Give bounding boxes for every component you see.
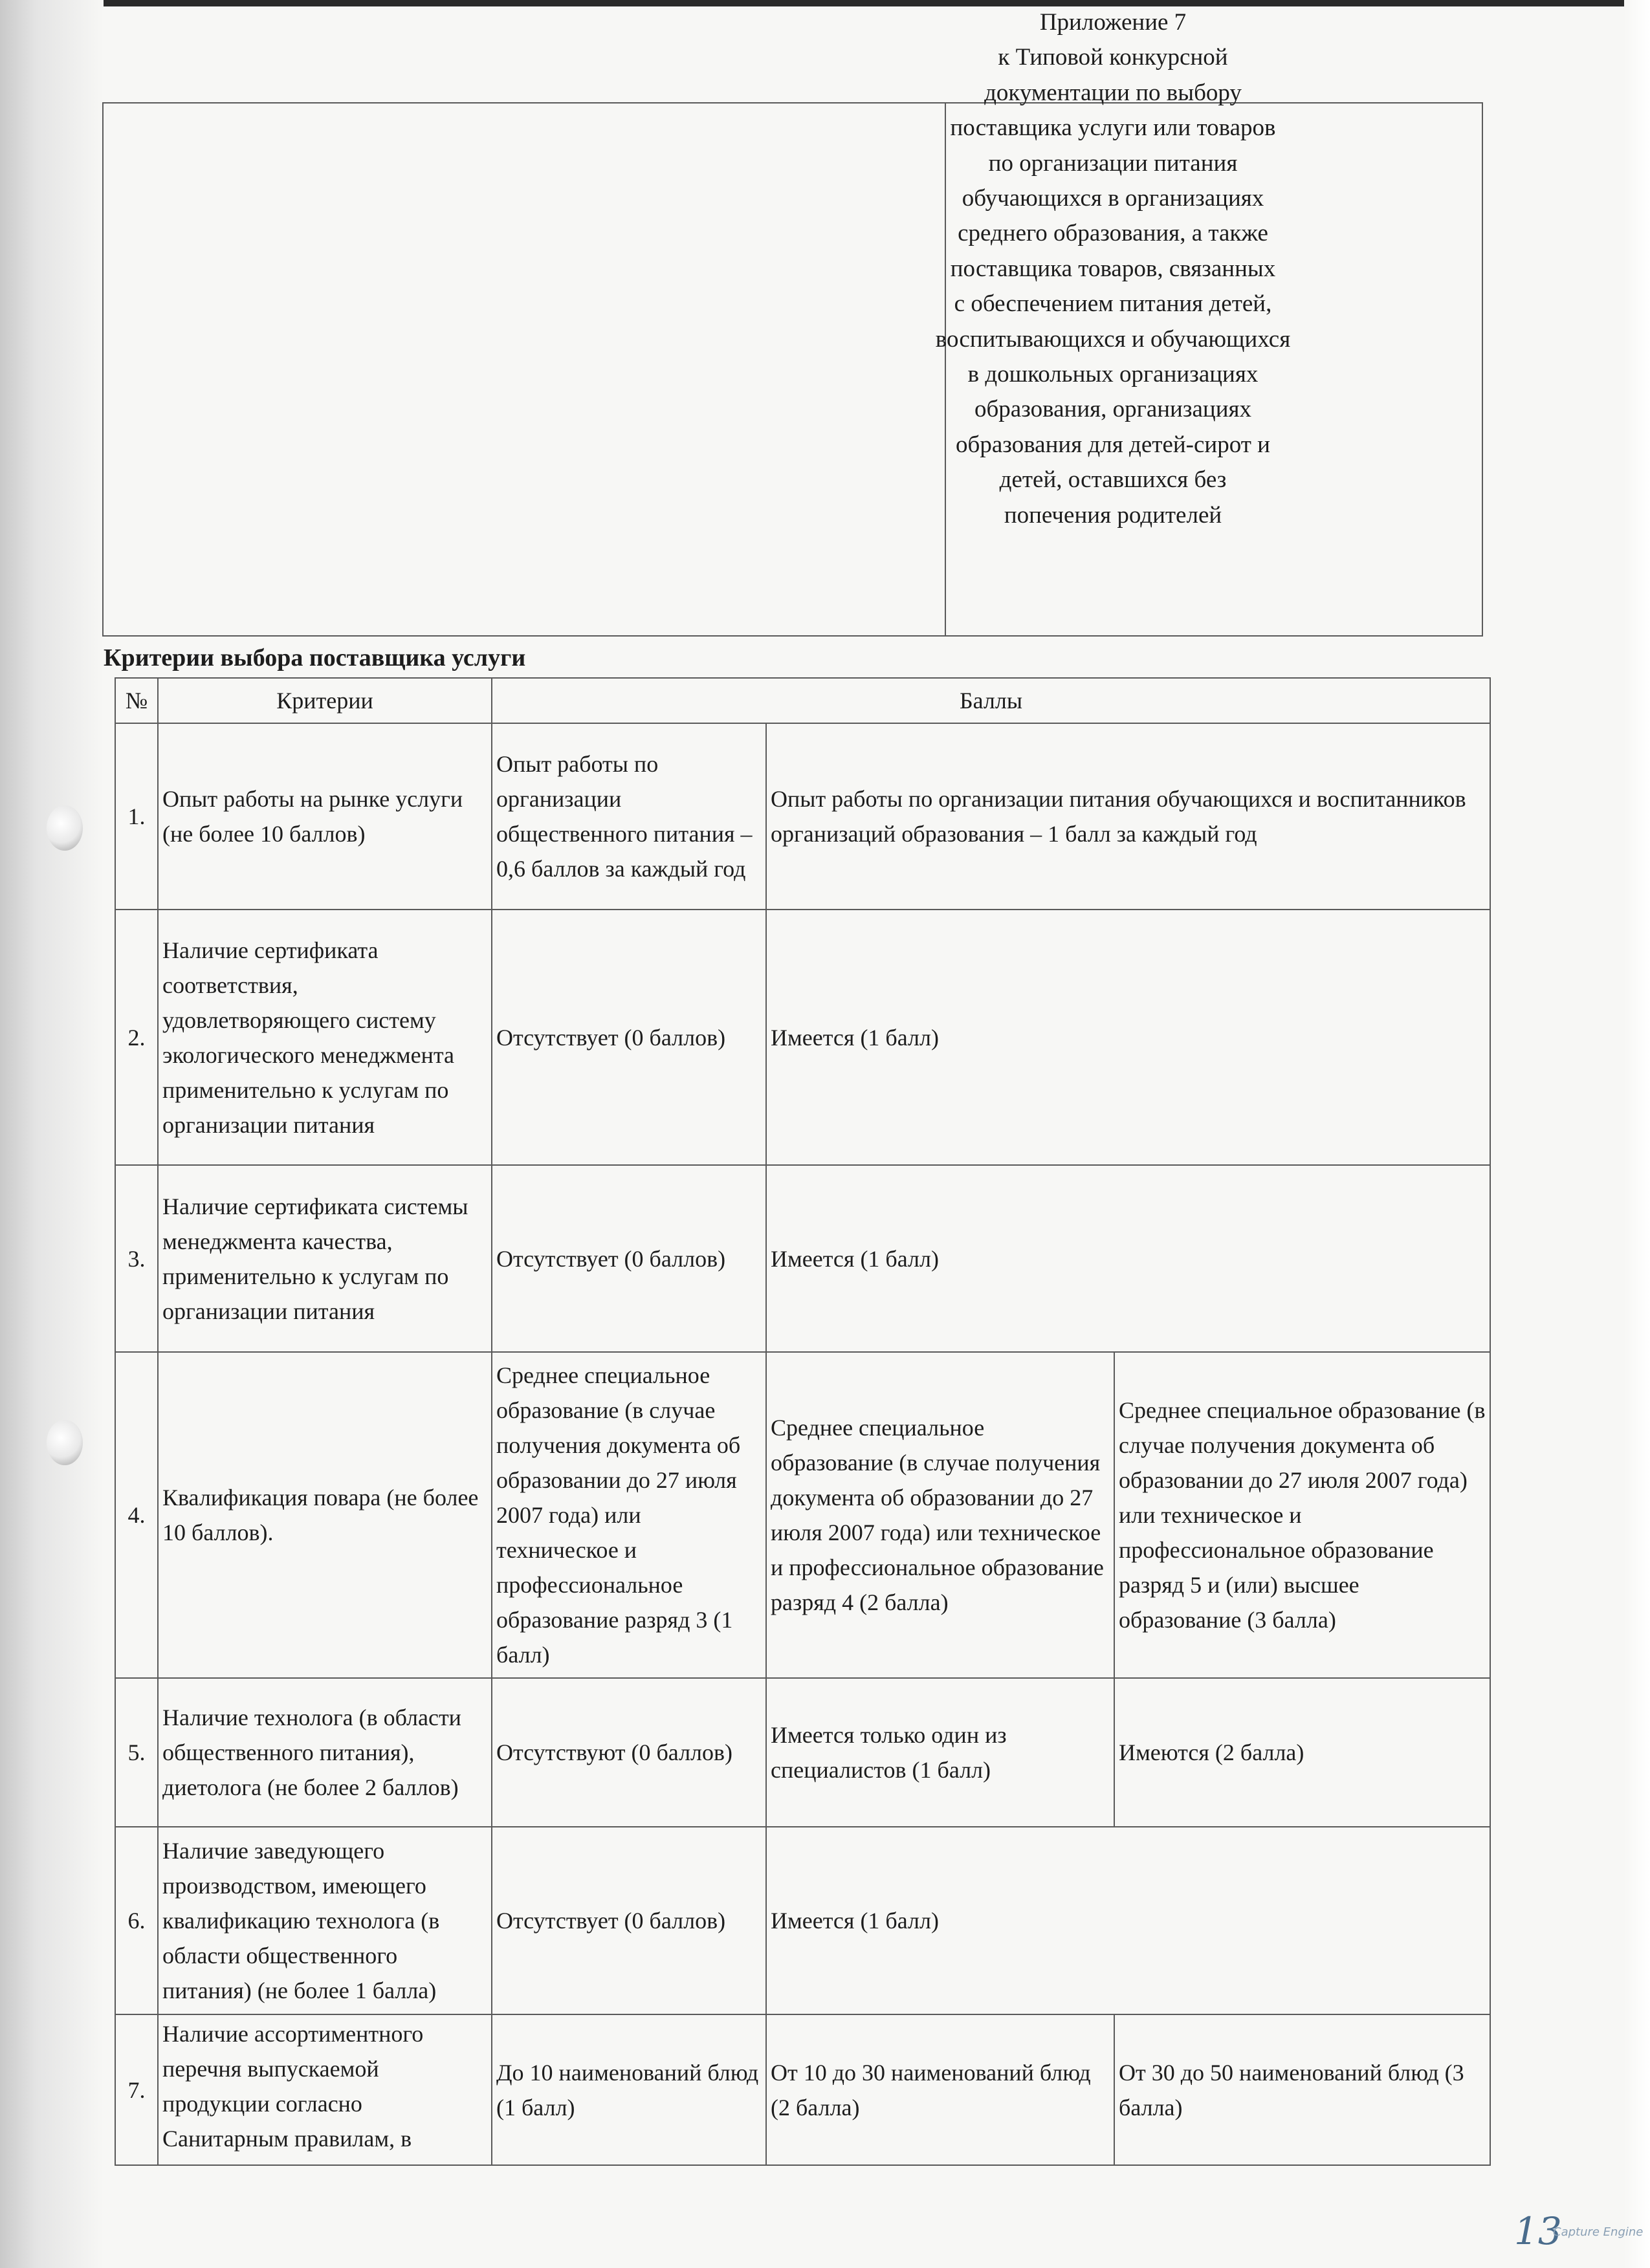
row-number: 4. <box>115 1352 158 1678</box>
points-cell: Опыт работы по организации питания обучающихся и воспитанников организаций образования – 1 балл за каждый год <box>766 723 1490 910</box>
points-cell: До 10 наименований блюд (1 балл) <box>492 2014 766 2165</box>
document-title: Критерии выбора поставщика услуги <box>104 644 526 671</box>
table-row <box>115 1827 1490 2014</box>
scan-right-edge <box>1624 0 1650 2268</box>
criterion-cell: Квалификация повара (не более 10 баллов). <box>158 1352 492 1678</box>
points-cell: Имеется (1 балл) <box>766 910 1490 1165</box>
points-cell: Опыт работы по организации общественного питания – 0,6 баллов за каждый год <box>492 723 766 910</box>
row-number: 3. <box>115 1165 158 1352</box>
points-cell: От 10 до 30 наименований блюд (2 балла) <box>766 2014 1114 2165</box>
points-cell: От 30 до 50 наименований блюд (3 балла) <box>1114 2014 1490 2165</box>
table-row <box>115 1678 1490 1827</box>
table-row <box>115 1165 1490 1352</box>
row-number: 7. <box>115 2014 158 2165</box>
points-cell: Имеется (1 балл) <box>766 1827 1490 2014</box>
table-header-row <box>115 678 1490 723</box>
row-number: 6. <box>115 1827 158 2014</box>
table-row <box>115 723 1490 910</box>
points-cell: Имеется только один из специалистов (1 балл) <box>766 1678 1114 1827</box>
criterion-cell: Наличие ассортиментного перечня выпускаемой продукции согласно Санитарным правилам, в <box>158 2014 492 2165</box>
table-row <box>115 910 1490 1165</box>
points-cell: Отсутствует (0 баллов) <box>492 1827 766 2014</box>
criterion-cell: Наличие заведующего производством, имеющего квалификацию технолога (в области общественного питания) (не более 1 балла) <box>158 1827 492 2014</box>
points-cell: Отсутствует (0 баллов) <box>492 910 766 1165</box>
punch-hole-upper <box>47 805 83 851</box>
row-number: 5. <box>115 1678 158 1827</box>
page-number: 13 <box>1514 2209 1562 2253</box>
criterion-cell: Наличие технолога (в области общественного питания), диетолога (не более 2 баллов) <box>158 1678 492 1827</box>
criterion-cell: Опыт работы на рынке услуги (не более 10 баллов) <box>158 723 492 910</box>
points-cell: Имеется (1 балл) <box>766 1165 1490 1352</box>
points-cell: Отсутствует (0 баллов) <box>492 1165 766 1352</box>
annex-note: Приложение 7 к Типовой конкурсной документации по выбору поставщика услуги или товаров по организации питания обучающихся в организациях среднего образования, а также поставщика товаров, связанных с обеспечением питания детей, воспитывающихся и обучающихся в дошкольных организациях образования, организациях образования для детей-сирот и детей, оставшихся без попечения родителей <box>935 9 1291 529</box>
row-number: 2. <box>115 910 158 1165</box>
points-cell: Отсутствуют (0 баллов) <box>492 1678 766 1827</box>
points-cell: Среднее специальное образование (в случае получения документа об образовании до 27 июля 2007 года) или техническое и профессиональное образование разряд 4 (2 балла) <box>766 1352 1114 1678</box>
scan-binding-shadow <box>0 0 104 2268</box>
scan-top-edge <box>0 0 1650 6</box>
row-number: 1. <box>115 723 158 910</box>
scanner-stamp: Capture Engine <box>1553 2225 1644 2239</box>
points-cell: Имеются (2 балла) <box>1114 1678 1490 1827</box>
header-points: Баллы <box>492 678 1490 723</box>
criterion-cell: Наличие сертификата соответствия, удовлетворяющего систему экологического менеджмента применительно к услугам по организации питания <box>158 910 492 1165</box>
points-cell: Среднее специальное образование (в случае получения документа об образовании до 27 июля 2007 года) или техническое и профессиональное образование разряд 5 и (или) высшее образование (3 балла) <box>1114 1352 1490 1678</box>
header-num: № <box>115 678 158 723</box>
points-cell: Среднее специальное образование (в случае получения документа об образовании до 27 июля 2007 года) или техническое и профессиональное образование разряд 3 (1 балл) <box>492 1352 766 1678</box>
header-criteria: Критерии <box>158 678 492 723</box>
punch-hole-lower <box>47 1420 83 1465</box>
table-row <box>115 1352 1490 1678</box>
criteria-table <box>115 677 1491 2166</box>
criterion-cell: Наличие сертификата системы менеджмента качества, применительно к услугам по организации питания <box>158 1165 492 1352</box>
table-row <box>115 2014 1490 2165</box>
